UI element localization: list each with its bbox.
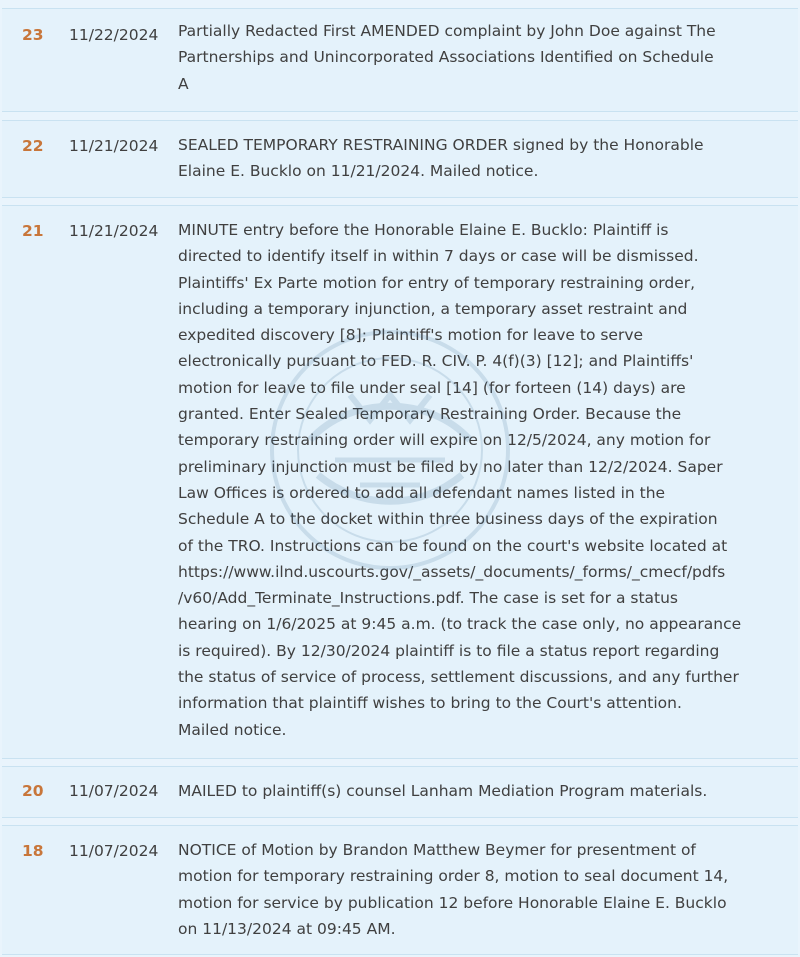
- entry-date: 11/07/2024: [69, 782, 159, 800]
- entry-number: 21: [22, 222, 44, 240]
- entry-text: Partially Redacted First AMENDED complaint by John Doe against The Partnerships and Unincorporated Associations Identified on Schedule A: [178, 22, 716, 93]
- entry-date: 11/21/2024: [69, 137, 159, 155]
- docket-entry: [2, 205, 798, 759]
- entry-date: 11/07/2024: [69, 842, 159, 860]
- docket-entry: [2, 766, 798, 818]
- entry-text: SEALED TEMPORARY RESTRAINING ORDER signed by the Honorable Elaine E. Bucklo on 11/21/2024. Mailed notice.: [178, 136, 704, 181]
- entry-text: MAILED to plaintiff(s) counsel Lanham Mediation Program materials.: [178, 782, 708, 800]
- entry-number: 23: [22, 26, 44, 44]
- entry-number: 18: [22, 842, 44, 860]
- entry-text: MINUTE entry before the Honorable Elaine E. Bucklo: Plaintiff is directed to identify itself in within 7 days or case will be dismissed. Plaintiffs' Ex Parte motion for entry of temporary restraining order, including a temporary injunction, a temporary asset restraint and expedited discovery [8]; Plaintiff's motion for leave to serve electronically pursuant to FED. R. CIV. P. 4(f)(3) [12]; and Plaintiffs' motion for leave to file under seal [14] (for forteen (14) days) are granted. Enter Sealed Temporary Restraining Order. Because the temporary restraining order will expire on 12/5/2024, any motion for preliminary injunction must be filed by no later than 12/2/2024. Saper Law Offices is ordered to add all defendant names listed in the Schedule A to the docket within three business days of the expiration of the TRO. Instructions can be found on the court's website located at https://www.ilnd.uscourts.gov/_assets/_documents/_forms/_cmecf/pdfs /v60/Add_Terminate_Instructions.pdf. The case is set for a status hearing on 1/6/2025 at 9:45 a.m. (to track the case only, no appearance is required). By 12/30/2024 plaintiff is to file a status report regarding the status of service of process, settlement discussions, and any further information that plaintiff wishes to bring to the Court's attention. Mailed notice.: [178, 221, 742, 739]
- docket-entry: [2, 825, 798, 955]
- docket-entry: [2, 120, 798, 198]
- entry-date: 11/22/2024: [69, 26, 159, 44]
- entry-date: 11/21/2024: [69, 222, 159, 240]
- docket-entry: [2, 8, 798, 112]
- entry-text: NOTICE of Motion by Brandon Matthew Beymer for presentment of motion for temporary restraining order 8, motion to seal document 14, motion for service by publication 12 before Honorable Elaine E. Bucklo on 11/13/2024 at 09:45 AM.: [178, 841, 729, 938]
- entry-number: 20: [22, 782, 44, 800]
- entry-number: 22: [22, 137, 44, 155]
